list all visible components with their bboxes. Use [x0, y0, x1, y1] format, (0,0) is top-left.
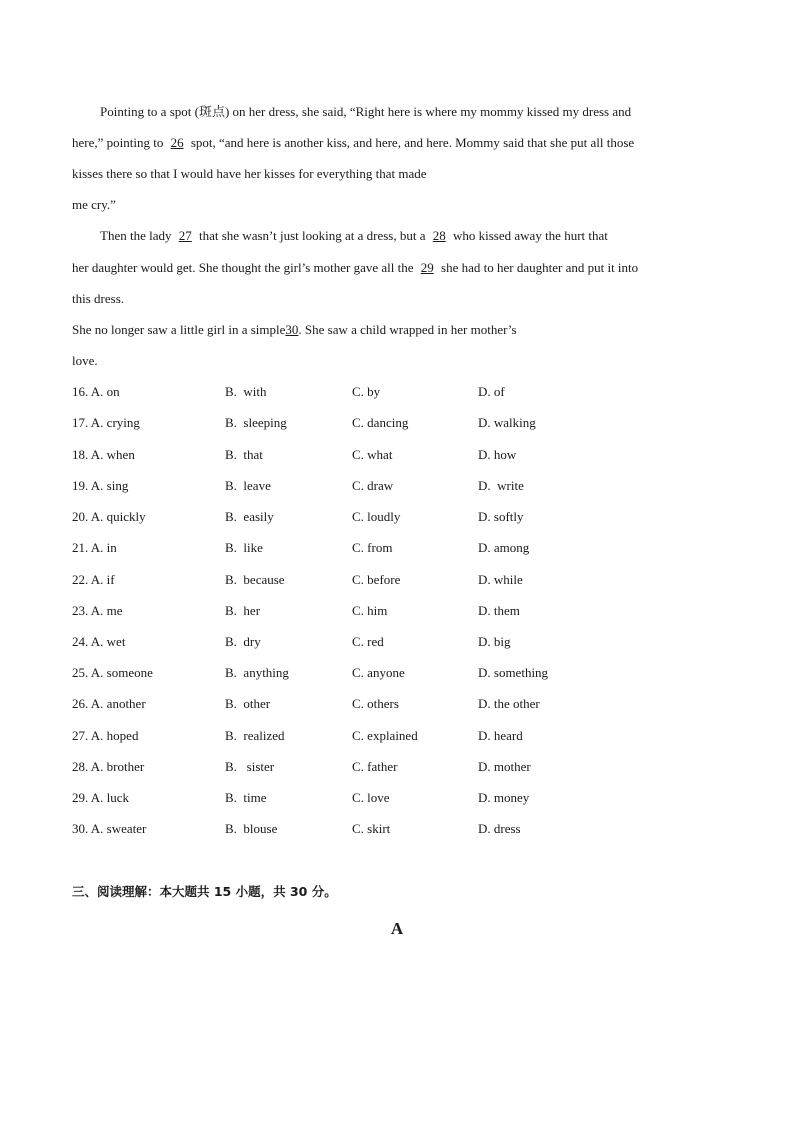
- question-30: [72, 820, 722, 838]
- passage-line-7: [72, 290, 124, 308]
- question-27: [72, 727, 722, 745]
- option-b: B. dry: [225, 634, 261, 649]
- blank-29: 29: [420, 260, 434, 275]
- option-b: B. anything: [225, 665, 289, 680]
- passage-text: this dress.: [72, 291, 124, 306]
- option-c: C. him: [352, 603, 388, 618]
- question-26: [72, 695, 722, 713]
- option-d: D. dress: [478, 821, 521, 836]
- option-c: C. father: [352, 759, 398, 774]
- option-d: D. something: [478, 665, 549, 680]
- option-c: C. from: [352, 540, 393, 555]
- passage-line-1: [100, 103, 631, 121]
- option-d: D. big: [478, 634, 511, 649]
- passage-line-5: [100, 227, 608, 245]
- blank-30: 30: [285, 322, 299, 337]
- passage-text: Then the lady: [100, 228, 172, 243]
- option-d: D. mother: [478, 759, 531, 774]
- passage-text: that she wasn’t just looking at a dress, but a: [198, 228, 426, 243]
- option-c: C. anyone: [352, 665, 405, 680]
- question-19: [72, 477, 722, 495]
- option-a: 23. A. me: [72, 603, 123, 618]
- question-20: [72, 508, 722, 526]
- option-d: D. among: [478, 540, 530, 555]
- option-a: 27. A. hoped: [72, 728, 139, 743]
- question-18: [72, 446, 722, 464]
- passage-text: kisses there so that I would have her kisses for everything that made: [72, 166, 427, 181]
- passage-text: who kissed away the hurt that: [453, 228, 608, 243]
- section-heading: 三、阅读理解：本大题共 15 小题，共 30 分。: [72, 884, 337, 899]
- option-a: 19. A. sing: [72, 478, 129, 493]
- option-d: D. while: [478, 572, 523, 587]
- blank-28: 28: [432, 228, 446, 243]
- option-a: 21. A. in: [72, 540, 117, 555]
- option-b: B. time: [225, 790, 267, 805]
- option-c: C. red: [352, 634, 384, 649]
- option-a: 30. A. sweater: [72, 821, 147, 836]
- option-a: 25. A. someone: [72, 665, 153, 680]
- passage-text: . She saw a child wrapped in her mother’s: [298, 322, 517, 337]
- passage-line-3: [72, 165, 427, 183]
- option-b: B. easily: [225, 509, 274, 524]
- question-25: [72, 664, 722, 682]
- option-d: D. write: [478, 478, 524, 493]
- passage-text: she had to her daughter and put it into: [441, 260, 639, 275]
- passage-text: here,” pointing to: [72, 135, 164, 150]
- option-a: 29. A. luck: [72, 790, 130, 805]
- question-16: [72, 383, 722, 401]
- option-c: C. skirt: [352, 821, 391, 836]
- option-a: 16. A. on: [72, 384, 120, 399]
- option-c: C. dancing: [352, 415, 409, 430]
- option-a: 17. A. crying: [72, 415, 140, 430]
- option-d: D. walking: [478, 415, 536, 430]
- option-c: C. loudly: [352, 509, 401, 524]
- option-d: D. the other: [478, 696, 540, 711]
- passage-line-6: [72, 259, 638, 277]
- question-17: [72, 414, 722, 432]
- option-b: B. other: [225, 696, 271, 711]
- option-a: 22. A. if: [72, 572, 115, 587]
- option-d: D. softly: [478, 509, 524, 524]
- question-29: [72, 789, 722, 807]
- option-a: 28. A. brother: [72, 759, 145, 774]
- option-d: D. them: [478, 603, 520, 618]
- question-28: [72, 758, 722, 776]
- part-label: A: [390, 919, 404, 938]
- option-b: B. sister: [225, 759, 275, 774]
- option-d: D. money: [478, 790, 530, 805]
- option-c: C. before: [352, 572, 401, 587]
- passage-line-2: [72, 134, 634, 152]
- option-c: C. love: [352, 790, 390, 805]
- passage-text: me cry.”: [72, 197, 116, 212]
- option-b: B. realized: [225, 728, 285, 743]
- option-d: D. how: [478, 447, 517, 462]
- option-b: B. because: [225, 572, 285, 587]
- passage-text: She no longer saw a little girl in a simple: [72, 322, 286, 337]
- passage-line-4: [72, 196, 116, 214]
- option-c: C. draw: [352, 478, 394, 493]
- question-21: [72, 539, 722, 557]
- blank-26: 26: [170, 135, 184, 150]
- option-c: C. explained: [352, 728, 418, 743]
- option-b: B. that: [225, 447, 263, 462]
- blank-27: 27: [178, 228, 192, 243]
- option-c: C. what: [352, 447, 393, 462]
- passage-text: spot, “and here is another kiss, and here, and here. Mommy said that she put all those: [190, 135, 635, 150]
- option-a: 20. A. quickly: [72, 509, 146, 524]
- question-22: [72, 571, 722, 589]
- option-b: B. sleeping: [225, 415, 287, 430]
- passage-line-9: [72, 352, 98, 370]
- passage-text: her daughter would get. She thought the girl’s mother gave all the: [72, 260, 414, 275]
- question-23: [72, 602, 722, 620]
- passage-text: Pointing to a spot (斑点) on her dress, she said, “Right here is where my mommy kissed my dress and: [100, 104, 632, 119]
- option-b: B. leave: [225, 478, 271, 493]
- question-24: [72, 633, 722, 651]
- option-c: C. others: [352, 696, 399, 711]
- option-b: B. blouse: [225, 821, 278, 836]
- option-d: D. of: [478, 384, 505, 399]
- option-b: B. with: [225, 384, 267, 399]
- passage-line-8: [72, 321, 517, 339]
- option-c: C. by: [352, 384, 381, 399]
- option-a: 18. A. when: [72, 447, 135, 462]
- option-a: 26. A. another: [72, 696, 146, 711]
- passage-text: love.: [72, 353, 98, 368]
- option-b: B. like: [225, 540, 263, 555]
- option-b: B. her: [225, 603, 261, 618]
- option-a: 24. A. wet: [72, 634, 126, 649]
- option-d: D. heard: [478, 728, 523, 743]
